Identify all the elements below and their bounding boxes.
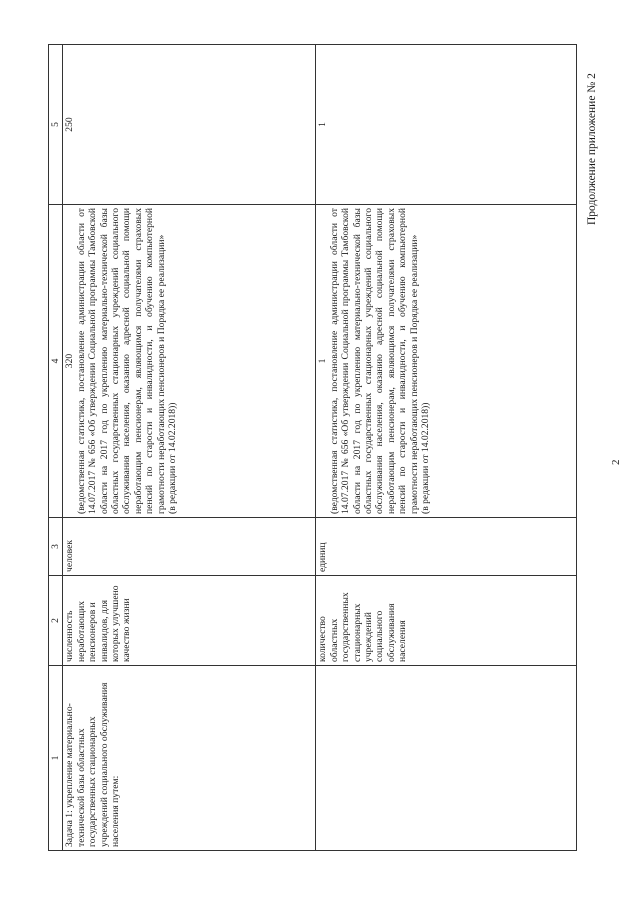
value-2017: 320 xyxy=(64,353,76,369)
edition-text: (в редакции от 14.02.2018)) xyxy=(420,402,432,514)
header-cell-2: 2 xyxy=(49,576,63,666)
header-cell-4: 4 xyxy=(49,205,63,518)
value-2018: 250 xyxy=(63,45,316,205)
header-cell-5: 5 xyxy=(49,45,63,205)
value-source-cell xyxy=(316,205,577,518)
header-cell-1: 1 xyxy=(49,666,63,851)
unit-cell: человек xyxy=(63,518,316,576)
indicator-cell: численность неработающих пенсионеров и инвалидов, для которых улучшено качество жизни xyxy=(63,576,316,666)
indicators-table xyxy=(48,44,577,851)
value-source-cell xyxy=(63,205,316,518)
unit-cell: единиц xyxy=(316,518,577,576)
task-cell: Задача 1: укрепление материально-технической базы областных государственных стационарных учреждений социального обслуживания населения путем: xyxy=(63,666,316,851)
task-cell xyxy=(316,666,577,851)
edition-text: (в редакции от 14.02.2018)) xyxy=(167,402,179,514)
source-text: (ведомственная статистика, постановление администрации области от 14.07.2017 № 656 «Об утверждении Социальной программы Тамбовской области на 2017 год по укреплению материально-технической базы областных государственных стационарных учреждений социального обслуживания населения, оказанию адресной социальной помощи неработающим пенсионерам, являющимся получателями страховых пенсий по старости и инвалидности, и обучению компьютерной грамотности неработающих пенсионеров и Порядка ее реализации» xyxy=(75,208,167,514)
value-2017: 1 xyxy=(317,358,329,364)
source-text: (ведомственная статистика, постановление администрации области от 14.07.2017 № 656 «Об утверждении Социальной программы Тамбовской области на 2017 год по укреплению материально-технической базы областных государственных стационарных учреждений социального обслуживания населения, оказанию адресной социальной помощи неработающим пенсионерам, являющимся получателями страховых пенсий по старости и инвалидности, и обучению компьютерной грамотности неработающих пенсионеров и Порядка ее реализации» xyxy=(328,208,420,514)
continuation-label: Продолжение приложение № 2 xyxy=(586,73,598,225)
header-cell-3: 3 xyxy=(49,518,63,576)
page-number: 2 xyxy=(610,459,622,465)
table-row xyxy=(316,45,577,851)
value-2018: 1 xyxy=(316,45,577,205)
table-header-row xyxy=(49,45,63,851)
indicator-cell: количество областных государственных стационарных учреждений социального обслуживания населения xyxy=(316,576,577,666)
table-row xyxy=(63,45,316,851)
